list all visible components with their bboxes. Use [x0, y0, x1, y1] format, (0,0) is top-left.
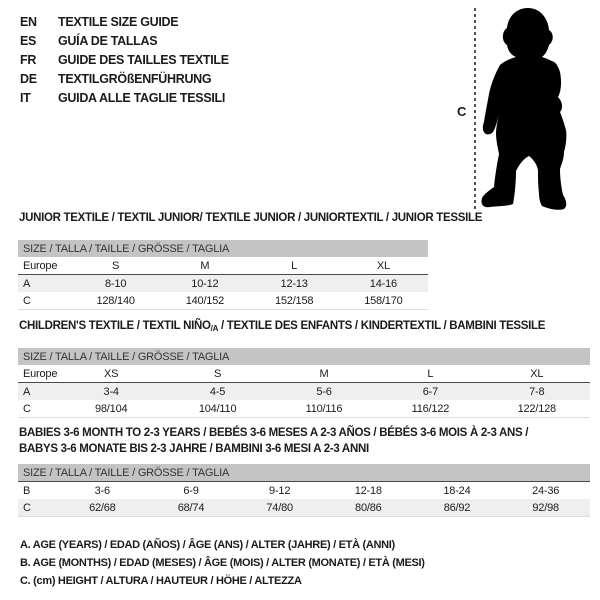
cell: 6-7: [377, 383, 483, 401]
region-label: Europe: [18, 257, 71, 275]
cell: 152/158: [250, 292, 339, 310]
table-row: [18, 499, 590, 517]
size-col: XL: [484, 365, 590, 383]
cell: 62/68: [58, 499, 147, 517]
lang-row-it: [20, 89, 229, 108]
table-row: [18, 482, 590, 500]
table-row: [18, 365, 590, 383]
cell: 110/116: [271, 400, 377, 418]
lang-row-de: [20, 70, 229, 89]
cell: 86/92: [413, 499, 502, 517]
lang-text: TEXTILGRÖßENFÜHRUNG: [58, 72, 212, 86]
footnote-c: C. (cm) HEIGHT / ALTURA / HAUTEUR / HÖHE / ALTEZZA: [20, 575, 302, 587]
row-label: C: [18, 400, 58, 418]
title-part: CHILDREN'S TEXTILE / TEXTIL NIÑO: [19, 320, 211, 332]
size-header-bar: [18, 348, 590, 365]
footnotes: [20, 536, 425, 590]
lang-text: GUÍA DE TALLAS: [58, 34, 158, 48]
cell: 10-12: [160, 275, 249, 293]
cell: 12-18: [354, 484, 382, 497]
size-header-label: SIZE / TALLA / TAILLE / GRÖSSE / TAGLIA: [18, 348, 590, 365]
cell: 12-13: [250, 275, 339, 293]
lang-code: EN: [20, 15, 37, 29]
lang-text: TEXTILE SIZE GUIDE: [58, 15, 179, 29]
cell: 98/104: [58, 400, 164, 418]
lang-code: FR: [20, 53, 37, 67]
table-row: [18, 400, 590, 418]
cell: 6-9: [183, 484, 199, 497]
table-row: [18, 257, 428, 275]
children-size-table: [18, 348, 590, 418]
lang-text: GUIDE DES TAILLES TEXTILE: [58, 53, 229, 67]
size-col: M: [271, 365, 377, 383]
footnote-b: B. AGE (MONTHS) / EDAD (MESES) / ÂGE (MOIS) / ALTER (MONATE) / ETÀ (MESI): [20, 557, 425, 569]
cell: 14-16: [339, 275, 428, 293]
row-label: C: [18, 499, 58, 517]
cell: 8-10: [71, 275, 160, 293]
size-col: L: [250, 257, 339, 275]
cell: 80/86: [324, 499, 413, 517]
cell: 18-24: [443, 484, 471, 497]
table-row: [18, 383, 590, 401]
cell: 140/152: [160, 292, 249, 310]
cell: 3-6: [94, 484, 110, 497]
row-label: C: [18, 292, 71, 310]
lang-row-es: [20, 32, 229, 51]
title-line-1: BABIES 3-6 MONTH TO 2-3 YEARS / BEBÉS 3-6 MESES A 2-3 AÑOS / BÉBÉS 3-6 MOIS À 2-3 ANS /: [19, 427, 529, 439]
cell: 4-5: [164, 383, 270, 401]
size-header-label: SIZE / TALLA / TAILLE / GRÖSSE / TAGLIA: [18, 464, 590, 482]
cell: 104/110: [164, 400, 270, 418]
cell: 7-8: [484, 383, 590, 401]
cell: 116/122: [377, 400, 483, 418]
size-col: L: [377, 365, 483, 383]
size-col: S: [71, 257, 160, 275]
toddler-silhouette-icon: [450, 0, 600, 220]
lang-code: ES: [20, 34, 37, 48]
lang-row-fr: [20, 51, 229, 70]
cell: 9-12: [269, 484, 291, 497]
size-header-bar: [18, 240, 428, 257]
size-header-label: SIZE / TALLA / TAILLE / GRÖSSE / TAGLIA: [18, 240, 428, 257]
table-row: [18, 275, 428, 293]
junior-section-title: JUNIOR TEXTILE / TEXTIL JUNIOR/ TEXTILE JUNIOR / JUNIORTEXTIL / JUNIOR TESSILE: [19, 212, 483, 224]
height-measure-label: C: [457, 104, 467, 119]
row-label: A: [18, 383, 58, 401]
title-subscript: /A: [210, 324, 219, 333]
lang-text: GUIDA ALLE TAGLIE TESSILI: [58, 91, 226, 105]
title-line-2: BABYS 3-6 MONATE BIS 2-3 JAHRE / BAMBINI 3-6 MESI A 2-3 ANNI: [19, 443, 369, 455]
size-col: XS: [58, 365, 164, 383]
cell: 128/140: [71, 292, 160, 310]
junior-size-table: [18, 240, 428, 310]
lang-row-en: [20, 13, 229, 32]
table-row: [18, 292, 428, 310]
cell: 74/80: [235, 499, 324, 517]
babies-size-table: [18, 464, 590, 517]
size-header-bar: [18, 464, 590, 482]
cell: 122/128: [484, 400, 590, 418]
cell: 5-6: [271, 383, 377, 401]
cell: 158/170: [339, 292, 428, 310]
language-header: [20, 13, 229, 108]
footnote-a: A. AGE (YEARS) / EDAD (AÑOS) / ÂGE (ANS) / ALTER (JAHRE) / ETÀ (ANNI): [20, 539, 395, 551]
cell: 24-36: [532, 484, 560, 497]
cell: 3-4: [58, 383, 164, 401]
row-label: B: [23, 484, 31, 497]
title-part: / TEXTILE DES ENFANTS / KINDERTEXTIL / BAMBINI TESSILE: [218, 320, 546, 332]
height-measure-figure: [450, 0, 600, 220]
cell: 92/98: [501, 499, 590, 517]
size-col: S: [164, 365, 270, 383]
row-label: A: [18, 275, 71, 293]
babies-section-title: [19, 425, 528, 457]
children-section-title: [19, 320, 545, 333]
cell: 68/74: [147, 499, 236, 517]
size-col: M: [160, 257, 249, 275]
lang-code: IT: [20, 91, 31, 105]
size-col: XL: [339, 257, 428, 275]
region-label: Europe: [18, 365, 58, 383]
lang-code: DE: [20, 72, 37, 86]
